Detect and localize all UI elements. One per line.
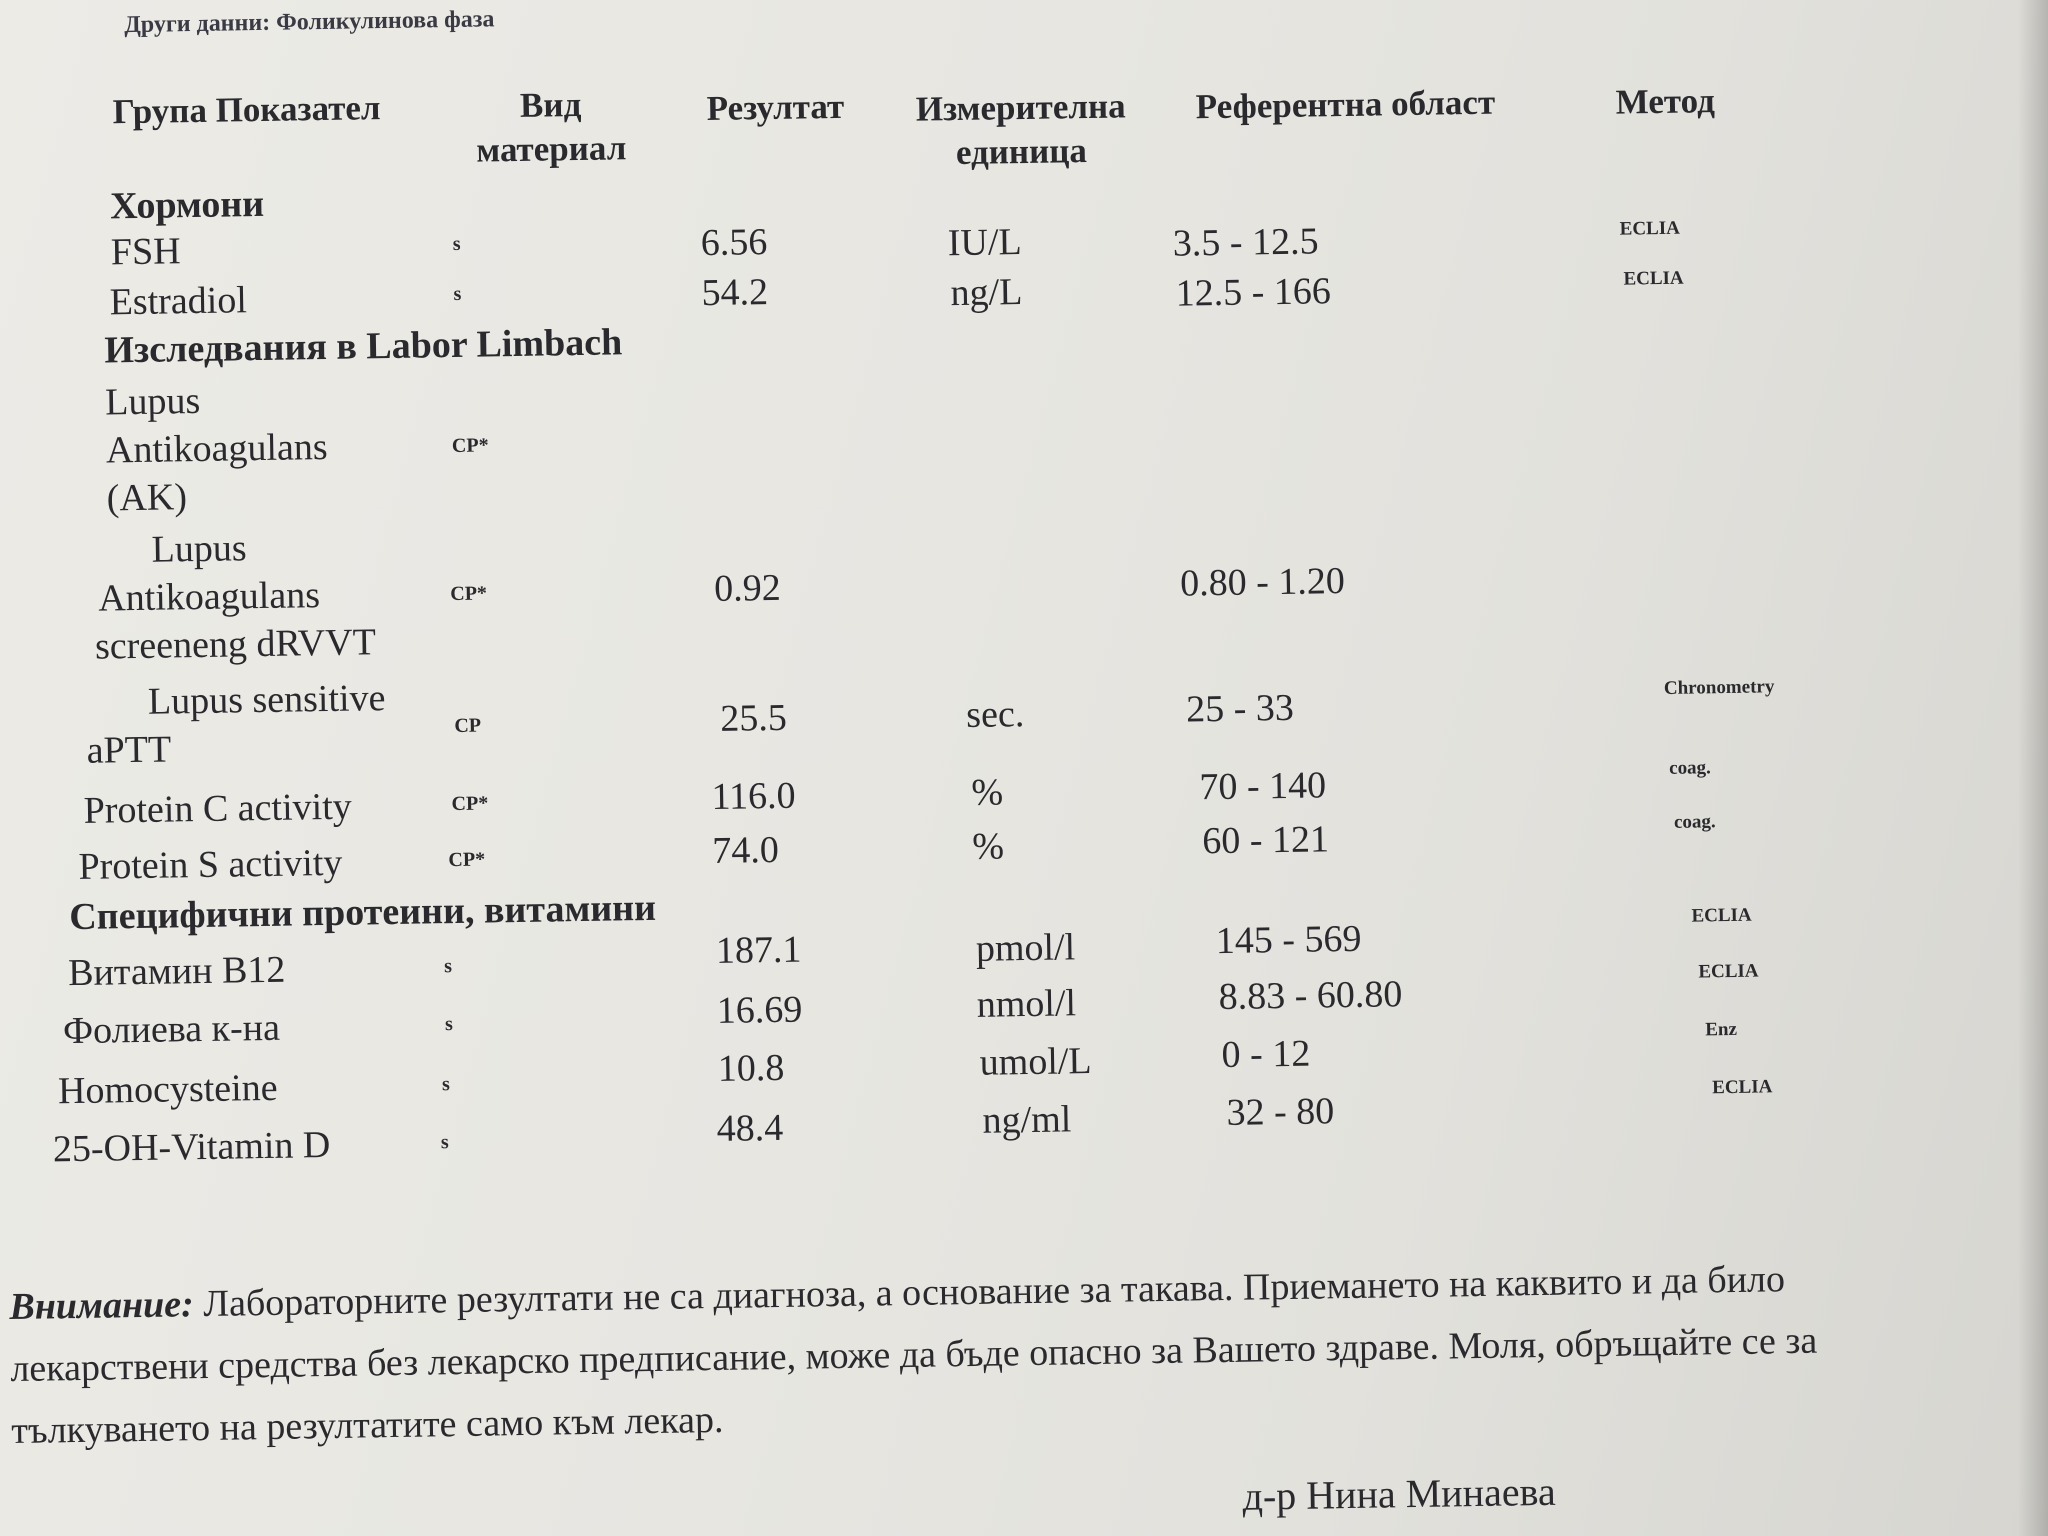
row-vitamin-d-material: s [440,1131,449,1154]
row-lupus-ak-name-line1: Lupus [104,379,201,424]
doctor-signature: д-р Нина Минаева [1242,1468,1556,1519]
row-lupus-aptt-reference: 25 - 33 [1185,686,1295,731]
row-fsh-name: FSH [110,230,181,274]
row-vitamin-d-unit: ng/ml [982,1098,1072,1142]
row-protein-c-unit: % [971,771,1004,814]
header-unit [895,84,1146,176]
row-protein-s-result: 74.0 [712,828,780,872]
row-vitamin-d-name: 25-OH-Vitamin D [52,1124,331,1171]
header-material-line1: Вид [519,84,582,125]
row-homocysteine-reference: 0 - 12 [1221,1032,1311,1076]
row-protein-s-name: Protein S activity [78,841,343,888]
warning-paragraph [9,1246,1912,1462]
section-proteins: Специфични протеини, витамини [68,886,657,939]
warning-label: Внимание: [9,1283,195,1329]
row-estradiol-method: ECLIA [1623,267,1684,290]
row-lupus-aptt-material: CP [454,714,482,738]
row-fsh-unit: IU/L [947,221,1023,265]
row-estradiol-reference: 12.5 - 166 [1175,270,1332,315]
row-folic-acid-name: Фолиева к-на [62,1006,281,1053]
row-lupus-aptt-name-line2: aPTT [86,728,172,772]
header-method: Метод [1615,81,1716,122]
warning-text: Лабораторните резултати не са диагноза, а основание за такава. Приемането на каквито и да било лекарствени средства без лекарско предписание, може да бъде опасно за Вашето здраве. Моля, обръщайте се за тълкуването на резултатите само към лекар. [10,1258,1818,1453]
row-vitamin-b12-unit: pmol/l [975,926,1076,970]
header-unit-line1: Измерителна [915,86,1126,129]
row-protein-c-method: coag. [1669,757,1712,779]
header-material-line2: материал [476,128,627,170]
row-homocysteine-material: s [441,1073,450,1096]
header-material [460,82,641,173]
row-vitamin-b12-name: Витамин B12 [67,948,286,995]
row-lupus-drvvt-name-line2: Antikoagulans [97,574,321,620]
row-protein-c-name: Protein C activity [83,785,353,832]
header-reference: Референтна област [1195,82,1496,127]
row-vitamin-b12-material: s [443,955,453,978]
row-homocysteine-result: 10.8 [717,1046,785,1090]
row-folic-acid-reference: 8.83 - 60.80 [1218,973,1403,1019]
row-homocysteine-unit: umol/L [979,1040,1092,1084]
row-protein-s-method: coag. [1673,811,1716,833]
row-fsh-reference: 3.5 - 12.5 [1172,220,1319,265]
row-protein-c-reference: 70 - 140 [1199,764,1327,809]
row-fsh-material: s [452,232,461,255]
section-limbach: Изследвания в Labor Limbach [104,321,623,372]
row-lupus-drvvt-result: 0.92 [713,566,782,610]
row-lupus-ak-name-line3: (AK) [106,476,188,520]
row-vitamin-b12-result: 187.1 [715,928,802,972]
row-fsh-result: 6.56 [700,221,768,265]
row-protein-s-unit: % [971,825,1005,868]
row-lupus-aptt-name [86,674,387,775]
row-lupus-drvvt-material: CP* [450,582,488,606]
row-protein-c-result: 116.0 [711,774,796,818]
row-lupus-ak-name-line2: Antikoagulans [105,425,328,472]
row-folic-acid-unit: nmol/l [976,982,1077,1026]
row-lupus-aptt-method: Chronometry [1663,676,1775,699]
row-lupus-aptt-result: 25.5 [719,696,788,740]
paper-edge-shadow [2018,0,2048,1536]
row-estradiol-result: 54.2 [701,271,769,315]
row-lupus-drvvt-name-line3: screeneng dRVVT [94,621,377,668]
row-fsh-method: ECLIA [1619,217,1681,240]
row-lupus-ak-name [105,375,329,522]
row-vitamin-d-reference: 32 - 80 [1226,1090,1335,1134]
header-result: Резултат [706,86,845,128]
row-homocysteine-name: Homocysteine [57,1066,278,1113]
row-folic-acid-method: ECLIA [1698,960,1759,983]
row-lupus-aptt-unit: sec. [965,693,1025,736]
header-unit-line2: единица [955,130,1088,173]
row-vitamin-d-result: 48.4 [716,1106,784,1150]
row-estradiol-name: Estradiol [109,279,248,324]
row-lupus-ak-material: CP* [451,434,489,458]
row-lupus-drvvt-reference: 0.80 - 1.20 [1179,560,1346,605]
row-vitamin-b12-method: ECLIA [1691,904,1752,927]
row-lupus-drvvt-name [93,522,376,670]
row-vitamin-b12-reference: 145 - 569 [1215,917,1362,963]
row-protein-s-material: CP* [448,848,486,872]
row-folic-acid-material: s [444,1013,454,1036]
header-group: Група Показател [112,88,381,132]
row-homocysteine-method: Enz [1705,1018,1738,1041]
row-lupus-aptt-name-line1: Lupus sensitive [147,677,386,723]
row-protein-s-reference: 60 - 121 [1201,818,1330,863]
other-data-note: Други данни: Фоликулинова фаза [124,6,495,39]
row-estradiol-unit: ng/L [950,271,1023,315]
section-hormones: Хормони [109,182,265,228]
row-lupus-drvvt-name-line1: Lupus [151,527,247,571]
row-folic-acid-result: 16.69 [716,988,803,1032]
row-protein-c-material: CP* [451,792,489,816]
row-vitamin-d-method: ECLIA [1712,1076,1773,1099]
row-estradiol-material: s [453,282,462,305]
